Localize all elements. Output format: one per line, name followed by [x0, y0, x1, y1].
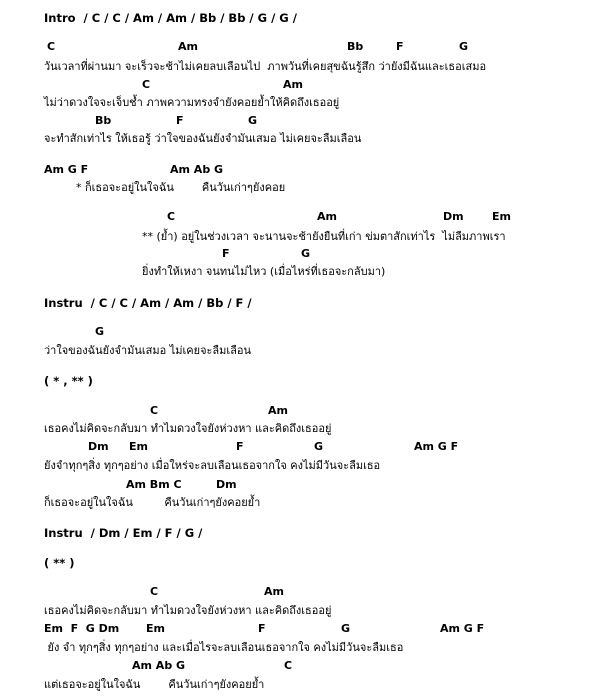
repeat-marker: ( * , ** ) — [44, 374, 93, 388]
lyric-line: วันเวลาที่ผ่านมา จะเร็วจะช้าไม่เคยลบเลือนไป ภาพวันที่เคยสุขฉันรู้สึก ว่ายังมีฉันและเธอเสมอ — [44, 60, 487, 73]
lyric-line: ** (ย้ำ) อยู่ในช่วงเวลา จะนานจะช้ายังยืนที่เก่า ข่มตาสักเท่าไร ไม่ลืมภาพเรา — [142, 230, 506, 243]
lyric-line: ยังจำทุกๆสิ่ง ทุกๆอย่าง เมื่อใหร่จะลบเลือนเธอจากใจ คงไม่มีวันจะลืมเธอ — [44, 459, 381, 472]
chord: Am Ab G — [132, 659, 186, 672]
lyric-line: จะทำสักเท่าไร ให้เธอรู้ ว่าใจของฉันยังจำมันเสมอ ไม่เคยจะลืมเลือน — [44, 132, 362, 145]
chord: G — [301, 247, 311, 260]
chord: F — [258, 622, 266, 635]
chord: Bb — [95, 114, 112, 127]
chord: C — [150, 585, 159, 598]
chord: Am — [268, 404, 288, 417]
repeat-marker: ( ** ) — [44, 556, 75, 570]
chord: Em — [146, 622, 165, 635]
chord: Em — [492, 210, 511, 223]
chord: Am G F — [414, 440, 459, 453]
chord: Am G F — [440, 622, 485, 635]
chord: C — [47, 40, 56, 53]
chord: F — [396, 40, 404, 53]
chord: G — [248, 114, 258, 127]
lyric-line: ยิ่งทำให้เหงา จนทนไม่ไหว (เมื่อไหร่ที่เธอจะกลับมา) — [142, 265, 386, 278]
chord: Bb — [347, 40, 364, 53]
lyric-line: แต่เธอจะอยู่ในใจฉัน คืนวันเก่าๆยังคอยย้ำ — [44, 678, 265, 691]
lyric-line: * ก็เธอจะอยู่ในใจฉัน คืนวันเก่าๆยังคอย — [76, 181, 286, 194]
chord: Dm — [88, 440, 109, 453]
intro-line: Intro / C / C / Am / Am / Bb / Bb / G / G / — [44, 11, 297, 25]
chord: Am — [178, 40, 198, 53]
chord: C — [167, 210, 176, 223]
chord: Am Bm C — [126, 478, 182, 491]
chord: C — [142, 78, 151, 91]
instrumental-line: Instru / C / C / Am / Am / Bb / F / — [44, 296, 252, 310]
chord: Am — [283, 78, 303, 91]
lyric-line: เธอคงไม่คิดจะกลับมา ทำไมดวงใจยังห่วงหา และคิดถึงเธออยู่ — [44, 604, 332, 617]
lyric-line: ก็เธอจะอยู่ในใจฉัน คืนวันเก่าๆยังคอยย้ำ — [44, 496, 261, 509]
chord: G — [341, 622, 351, 635]
chord: Em — [129, 440, 148, 453]
chord: Am Ab G — [170, 163, 224, 176]
chord: G — [95, 325, 105, 338]
chord: C — [150, 404, 159, 417]
lyric-line: ยัง จำ ทุกๆสิ่ง ทุกๆอย่าง และเมื่อไรจะลบเลือนเธอจากใจ คงไม่มีวันจะลืมเธอ — [44, 641, 404, 654]
chord: F — [222, 247, 230, 260]
lyric-line: ไม่ว่าดวงใจจะเจ็บช้ำ ภาพความทรงจำยังคอยย้ำให้คิดถึงเธออยู่ — [44, 96, 340, 109]
lyric-line: ว่าใจของฉันยังจำมันเสมอ ไม่เคยจะลืมเลือน — [44, 344, 252, 357]
lyric-line: เธอคงไม่คิดจะกลับมา ทำไมดวงใจยังห่วงหา และคิดถึงเธออยู่ — [44, 422, 332, 435]
chord: Am — [264, 585, 284, 598]
chord: Am — [317, 210, 337, 223]
chord: Em F G Dm — [44, 622, 120, 635]
chord: F — [176, 114, 184, 127]
chord: Am G F — [44, 163, 89, 176]
chord: G — [314, 440, 324, 453]
chord: Dm — [216, 478, 237, 491]
chord: Dm — [443, 210, 464, 223]
chord: C — [284, 659, 293, 672]
chord: F — [236, 440, 244, 453]
instrumental-line: Instru / Dm / Em / F / G / — [44, 526, 203, 540]
chord: G — [459, 40, 469, 53]
